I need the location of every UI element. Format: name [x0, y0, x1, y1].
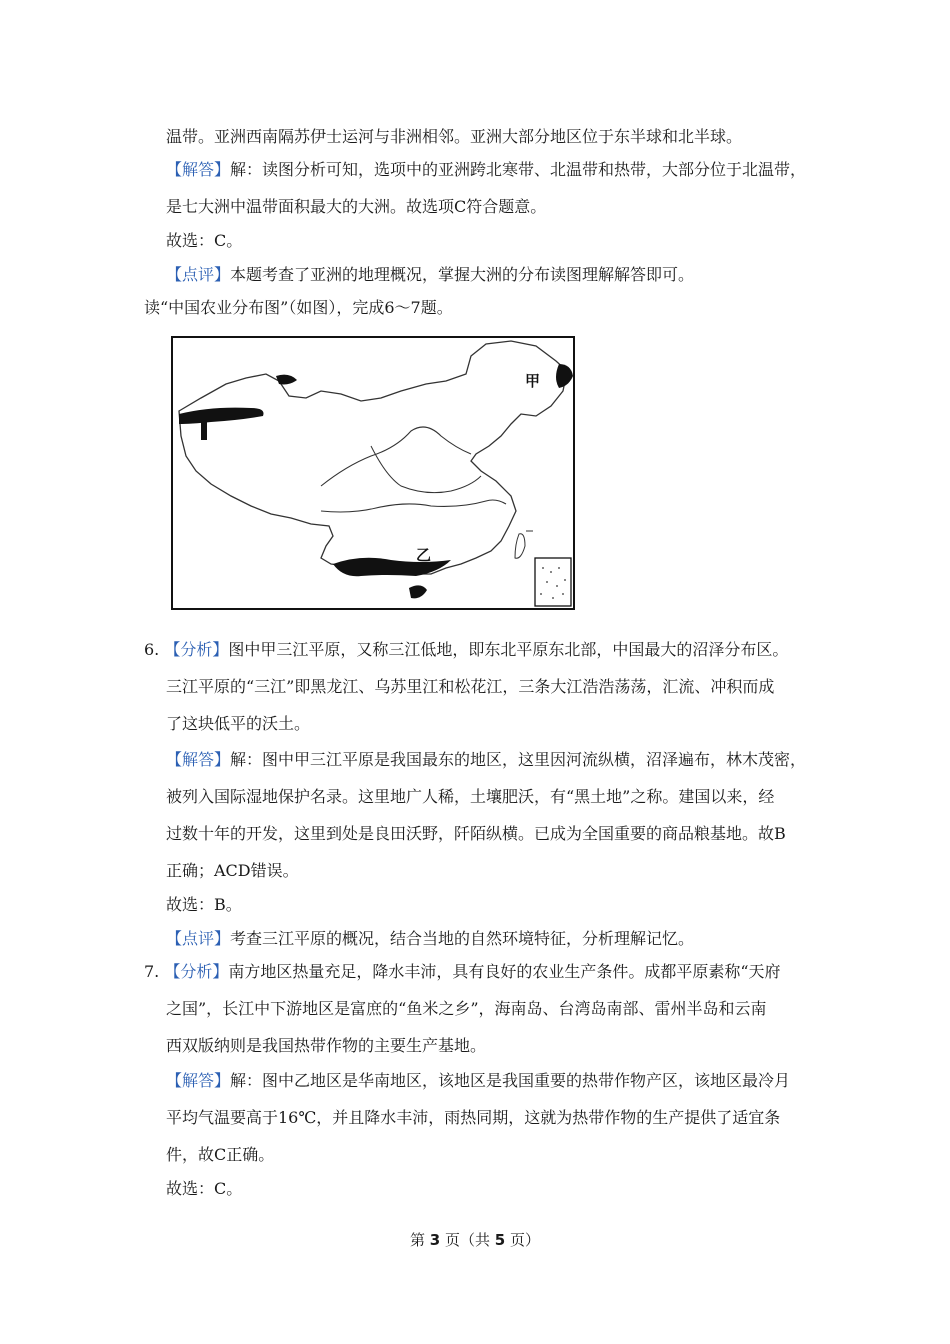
- text-line: 三江平原的“三江”即黑龙江、乌苏里江和松花江，三条大江浩浩荡荡，汇流、冲积而成: [166, 677, 775, 696]
- text-line: 之国”，长江中下游地区是富庶的“鱼米之乡”，海南岛、台湾岛南部、雷州半岛和云南: [166, 999, 767, 1018]
- text-line: 平均气温要高于16℃，并且降水丰沛，雨热同期，这就为热带作物的生产提供了适宜条: [166, 1108, 781, 1127]
- analysis-text: 南方地区热量充足，降水丰沛，具有良好的农业生产条件。成都平原素称“天府: [228, 962, 781, 981]
- analysis-text: 图中甲三江平原，又称三江低地，即东北平原东北部，中国最大的沼泽分布区。: [228, 640, 789, 659]
- question-intro: 读“中国农业分布图”（如图），完成6～7题。: [144, 298, 453, 317]
- answer-line: [166, 160, 806, 180]
- label-jia: 甲: [525, 372, 541, 390]
- answer-line: [166, 750, 806, 770]
- footer-suffix: 页）: [510, 1231, 541, 1249]
- q6-analysis-line: [144, 640, 788, 660]
- answer-tag: 【解答】: [166, 160, 231, 179]
- text-line: 了这块低平的沃土。: [166, 714, 311, 733]
- choice-line: 故选：B。: [166, 895, 242, 914]
- review-tag: 【点评】: [166, 929, 231, 948]
- text-line: 温带。亚洲西南隔苏伊士运河与非洲相邻。亚洲大部分地区位于东半球和北半球。: [166, 127, 743, 146]
- answer-text: 解：读图分析可知，选项中的亚洲跨北寒带、北温带和热带，大部分位于北温带，: [230, 160, 807, 179]
- footer-middle: 页（共: [444, 1231, 490, 1249]
- footer-prefix: 第: [409, 1231, 425, 1249]
- review-line: [166, 265, 694, 285]
- text-line: 西双版纳则是我国热带作物的主要生产基地。: [166, 1036, 487, 1055]
- answer-text: 解：图中甲三江平原是我国最东的地区，这里因河流纵横，沼泽遍布，林木茂密，: [230, 750, 807, 769]
- footer-page-number: 3: [429, 1231, 441, 1249]
- text-line: 被列入国际湿地保护名录。这里地广人稀，土壤肥沃，有“黑土地”之称。建国以来，经: [166, 787, 775, 806]
- answer-tag: 【解答】: [166, 1071, 231, 1090]
- text-line: 是七大洲中温带面积最大的大洲。故选项C符合题意。: [166, 197, 547, 216]
- q7-number: 7.: [144, 962, 160, 981]
- q7-analysis-line: [144, 962, 781, 982]
- review-text: 本题考查了亚洲的地理概况，掌握大洲的分布读图理解解答即可。: [230, 265, 695, 284]
- page-footer: [0, 1230, 950, 1250]
- xinjiang-zone-2: [201, 420, 207, 440]
- analysis-tag: 【分析】: [164, 640, 229, 659]
- answer-line: [166, 1071, 790, 1091]
- footer-total-pages: 5: [494, 1231, 506, 1249]
- text-line: 正确；ACD错误。: [166, 861, 299, 880]
- analysis-tag: 【分析】: [164, 962, 229, 981]
- q6-number: 6.: [144, 640, 160, 659]
- review-text: 考查三江平原的概况，结合当地的自然环境特征，分析理解记忆。: [230, 929, 695, 948]
- review-line: [166, 929, 694, 949]
- china-agriculture-map: [171, 336, 575, 610]
- answer-text: 解：图中乙地区是华南地区，该地区是我国重要的热带作物产区，该地区最冷月: [230, 1071, 791, 1090]
- label-yi: 乙: [416, 546, 432, 564]
- answer-tag: 【解答】: [166, 750, 231, 769]
- review-tag: 【点评】: [166, 265, 231, 284]
- choice-line: 故选：C。: [166, 231, 243, 250]
- text-line: 件，故C正确。: [166, 1145, 275, 1164]
- text-line: 过数十年的开发，这里到处是良田沃野，阡陌纵横。已成为全国重要的商品粮基地。故B: [166, 824, 786, 843]
- choice-line: 故选：C。: [166, 1179, 243, 1198]
